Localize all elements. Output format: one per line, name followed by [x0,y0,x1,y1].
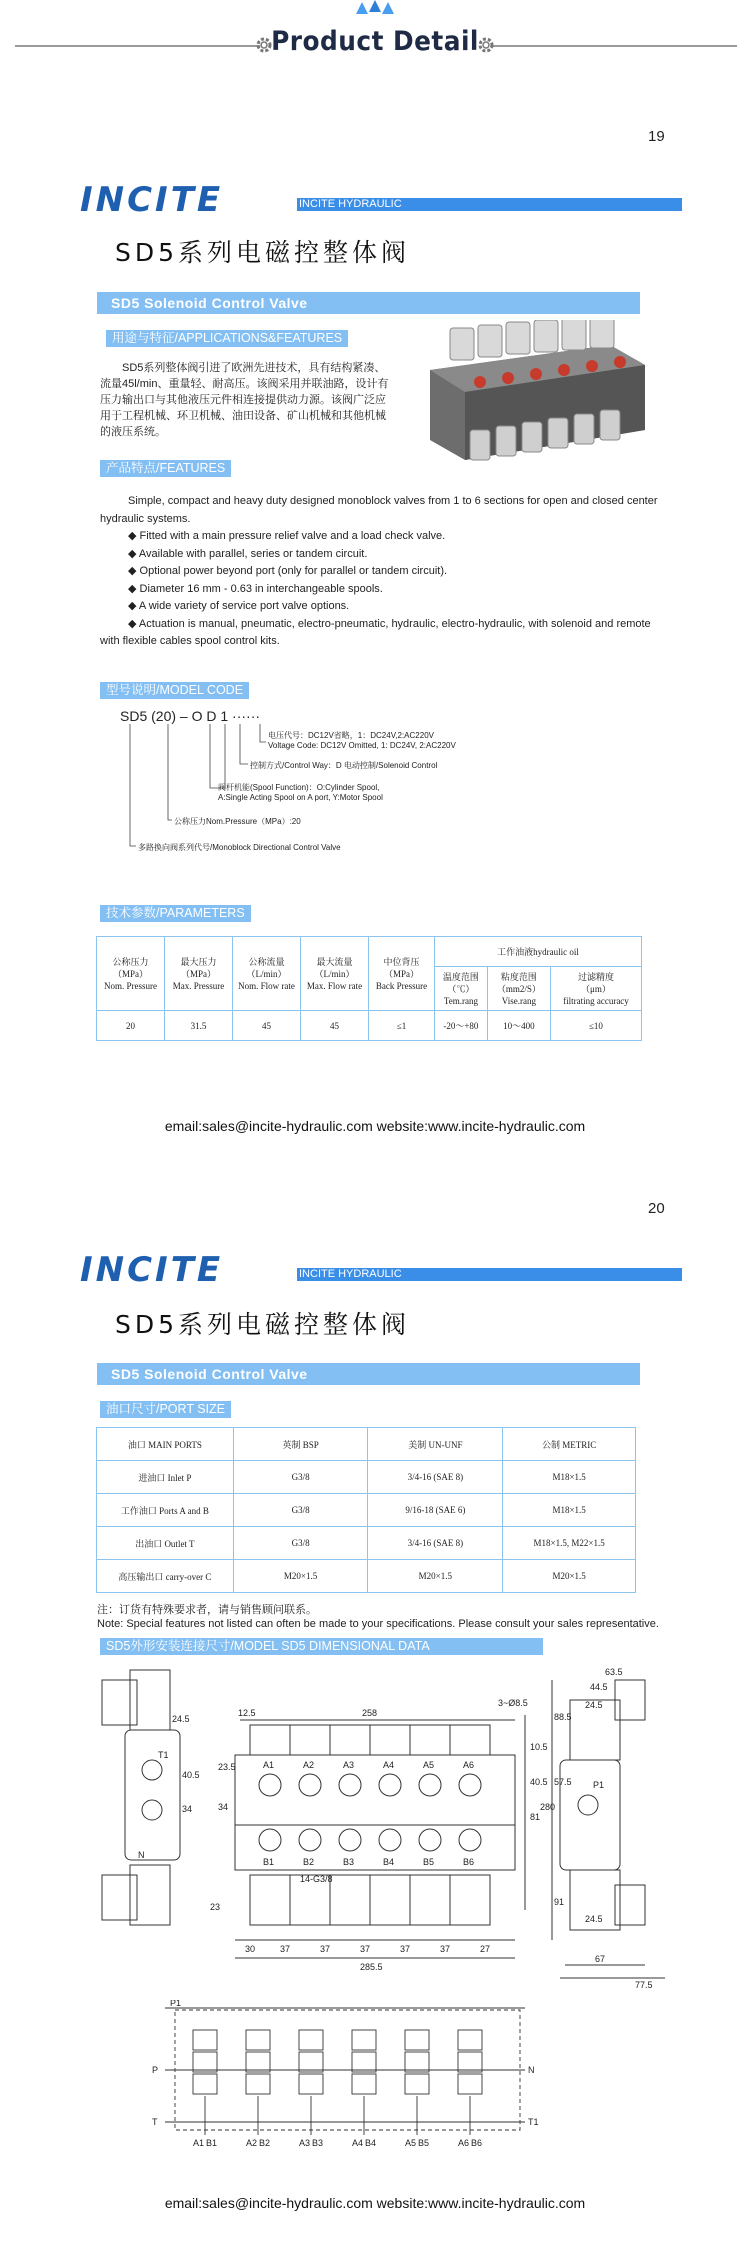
dimensional-drawing [90,1660,680,1990]
schematic-port-label: A4 [352,2138,364,2148]
port-label-a: A1 [263,1760,275,1770]
schematic-valve-cell [458,2074,482,2094]
features-list [100,493,660,651]
note-en: Note: Special features not listed can often be made to your specifications. Please consult your sales representative. [97,1618,659,1630]
bottom-solenoid [450,1875,490,1925]
schematic-valve-cell [299,2074,323,2094]
page-number: 19 [648,128,665,145]
spool-function-label-cn: 阀杆机能(Spool Function)：O:Cylinder Spool, [218,783,380,792]
dim-top-258: 258 [362,1708,378,1718]
schematic-port-label: B2 [259,2138,271,2148]
dim-side-67: 67 [595,1954,606,1964]
spool-function-label-en: A:Single Acting Spool on A port, Y:Motor Spool [218,793,383,802]
model-code-diagram [120,708,520,858]
port-label-a: A6 [463,1760,475,1770]
schematic-t: T [152,2117,158,2127]
dim-side-63-5: 63.5 [605,1667,623,1677]
schematic-valve-cell [246,2074,270,2094]
pressure-label: 公称压力Nom.Pressure（MPa）:20 [174,817,301,826]
schematic-valve-cell [246,2052,270,2072]
applications-text-cn: SD5系列整体阀引进了欧洲先进技术，具有结构紧凑、流量45l/min、重量轻、耐高压。该阀采用并联油路，设计有压力输出口与其他液压元件相连接提供动力源。该阀广泛应用于工程机械、环卫机械、油田设备、矿山机械和其他机械的液压系统。 [100,362,389,438]
port-label-a: A2 [303,1760,315,1770]
port-label-a: A3 [343,1760,355,1770]
bottom-dim: 30 [245,1944,256,1954]
port-label-b: B5 [423,1857,435,1867]
dim-left-34: 34 [182,1804,193,1814]
schematic-valve-cell [193,2074,217,2094]
footer-contact: email:sales@incite-hydraulic.com website:www.incite-hydraulic.com [164,2195,586,2211]
schematic-n: N [528,2065,535,2075]
schematic-port-label: B4 [365,2138,377,2148]
dim-right-280: 280 [540,1802,556,1812]
dim-side-77-5: 77.5 [635,1980,653,1990]
port-header: 油口 MAIN PORTS [97,1428,234,1461]
top-solenoid [330,1725,370,1755]
dim-left-40-5: 40.5 [182,1770,200,1780]
model-code-tag: 型号说明/MODEL CODE [100,682,249,699]
port-header: 英制 BSP [233,1428,368,1461]
top-solenoid [410,1725,450,1755]
schematic-valve-cell [458,2030,482,2050]
port-circle [259,1829,281,1851]
label-left-t1: T1 [158,1750,169,1760]
schematic-port-label: B6 [471,2138,483,2148]
port-label-b: B4 [383,1857,395,1867]
dim-hole: 14-G3/8 [300,1874,333,1884]
schematic-port-label: B5 [418,2138,430,2148]
param-header: 最大流量 （L/min） Max. Flow rate [301,937,369,1011]
port-circle [299,1774,321,1796]
brand-bar: INCITE HYDRAULIC [297,198,682,211]
voltage-label-en: Voltage Code: DC12V Omitted, 1: DC24V, 2:AC220V [268,741,456,750]
product-title-cn: SD5系列电磁控整体阀 [115,1310,411,1339]
dim-left-24-5: 24.5 [172,1714,190,1724]
top-solenoid [450,1725,490,1755]
schematic-valve-cell [405,2030,429,2050]
section-band: SD5 Solenoid Control Valve [97,292,640,314]
schematic-valve-cell [352,2074,376,2094]
port-circle [339,1774,361,1796]
bottom-dim: 37 [280,1944,291,1954]
dim-23: 23 [210,1902,221,1912]
dim-top-12-5: 12.5 [238,1708,256,1718]
port-circle [259,1774,281,1796]
label-side-p1: P1 [593,1780,605,1790]
monoblock-label: 多路换向阀系列代号/Monoblock Directional Control Valve [138,843,341,852]
feature-item: ◆ Fitted with a main pressure relief valve and a load check valve. [128,530,446,542]
dim-right-57-5: 57.5 [554,1777,572,1787]
header-title: Product Detail [271,26,479,57]
applications-tag: 用途与特征/APPLICATIONS&FEATURES [106,330,348,347]
parameters-table [96,936,642,1041]
dim-right-91: 91 [554,1897,565,1907]
param-header: 公称压力 （MPa） Nom. Pressure [97,937,165,1011]
oil-sub-header: 粘度范围 （mm2/S） Vise.rang [487,967,550,1011]
oil-header: 工作油液hydraulic oil [435,937,642,967]
schematic-port-label: A6 [458,2138,470,2148]
bottom-solenoid [370,1875,410,1925]
bottom-solenoid [410,1875,450,1925]
param-header: 中位背压 （MPa） Back Pressure [369,937,435,1011]
dimensional-data-tag: SD5外形安装连接尺寸/MODEL SD5 DIMENSIONAL DATA [100,1638,543,1655]
port-label-a: A5 [423,1760,435,1770]
port-circle [459,1774,481,1796]
schematic-port-label: B3 [312,2138,324,2148]
footer-contact: email:sales@incite-hydraulic.com website:www.incite-hydraulic.com [164,1118,586,1134]
param-value: ≤10 [550,1011,641,1041]
schematic-p1: P1 [170,2000,182,2008]
top-solenoid [370,1725,410,1755]
port-size-tag: 油口尺寸/PORT SIZE [100,1401,231,1418]
param-value: -20～+80 [435,1011,488,1041]
schematic-valve-cell [193,2030,217,2050]
hydraulic-schematic [150,2000,540,2150]
label-left-n: N [138,1850,145,1860]
page-number: 20 [648,1200,665,1217]
brand-logo: INCITE [80,1250,224,1290]
dim-right-40-5: 40.5 [530,1777,548,1787]
port-circle [459,1829,481,1851]
schematic-valve-cell [299,2030,323,2050]
feature-item: ◆ Actuation is manual, pneumatic, electro-pneumatic, hydraulic, electro-hydraulic, with solenoid and remote with flexible cables spool control kits. [100,617,651,647]
features-intro: Simple, compact and heavy duty designed monoblock valves from 1 to 6 sections for open and closed center hydraulic systems. [100,495,658,525]
dim-hole2: 3~Ø8.5 [498,1698,528,1708]
schematic-port-label: A3 [299,2138,311,2148]
feature-item: ◆ Optional power beyond port (only for parallel or tandem circuit). [128,565,448,577]
table-row: 出油口 Outlet T G3/8 3/4-16 (SAE 8) M18×1.5, M22×1.5 [97,1527,636,1560]
top-solenoid [290,1725,330,1755]
dim-right-88-5: 88.5 [554,1712,572,1722]
dim-left-34b: 34 [218,1802,229,1812]
port-header: 公制 METRIC [503,1428,636,1461]
features-tag: 产品特点/FEATURES [100,460,231,477]
brand-logo: INCITE [80,180,224,220]
port-label-b: B6 [463,1857,475,1867]
param-header: 公称流量 （L/min） Nom. Flow rate [233,937,301,1011]
valve-product-image [410,320,660,470]
feature-item: ◆ A wide variety of service port valve options. [128,600,350,612]
port-header: 美制 UN-UNF [368,1428,503,1461]
bottom-dim: 37 [440,1944,451,1954]
schematic-valve-cell [246,2030,270,2050]
param-value: 45 [301,1011,369,1041]
header [0,0,750,70]
port-circle [419,1829,441,1851]
bottom-dim: 37 [320,1944,331,1954]
bottom-solenoid [330,1875,370,1925]
schematic-valve-cell [405,2074,429,2094]
port-circle [419,1774,441,1796]
param-value: 45 [233,1011,301,1041]
dim-side-24-5b: 24.5 [585,1914,603,1924]
schematic-valve-cell [299,2052,323,2072]
table-row: 高压输出口 carry-over C M20×1.5 M20×1.5 M20×1.5 [97,1560,636,1593]
schematic-p: P [152,2065,159,2075]
schematic-valve-cell [405,2052,429,2072]
model-code-text: SD5 (20) – O D 1 ······ [120,708,261,724]
schematic-valve-cell [193,2052,217,2072]
feature-item: ◆ Diameter 16 mm - 0.63 in interchangeable spools. [128,582,383,595]
feature-item: ◆ Available with parallel, series or tandem circuit. [128,547,368,560]
schematic-port-label: A1 [193,2138,205,2148]
dim-right-81: 81 [530,1812,541,1822]
param-value: ≤1 [369,1011,435,1041]
bottom-dim: 27 [480,1944,491,1954]
schematic-t1: T1 [528,2117,539,2127]
control-way-label: 控制方式/Control Way：D 电动控制/Solenoid Control [250,761,438,770]
dim-side-44-5: 44.5 [590,1682,608,1692]
param-value: 20 [97,1011,165,1041]
dim-left-23-5: 23.5 [218,1762,236,1772]
param-value: 31.5 [165,1011,233,1041]
port-circle [299,1829,321,1851]
bottom-dim: 37 [400,1944,411,1954]
port-label-b: B2 [303,1857,315,1867]
table-row: 工作油口 Ports A and B G3/8 9/16-18 (SAE 6) M18×1.5 [97,1494,636,1527]
schematic-port-label: A5 [405,2138,417,2148]
port-circle [339,1829,361,1851]
port-circle [379,1774,401,1796]
bottom-solenoid [250,1875,290,1925]
product-title-cn: SD5系列电磁控整体阀 [115,238,411,267]
brand-bar: INCITE HYDRAULIC [297,1268,682,1281]
parameters-tag: 技术参数/PARAMETERS [100,905,251,922]
oil-sub-header: 过滤精度 （μm） filtrating accuracy [550,967,641,1011]
schematic-port-label: A2 [246,2138,258,2148]
schematic-valve-cell [352,2030,376,2050]
dim-right-10-5: 10.5 [530,1742,548,1752]
param-header: 最大压力 （MPa） Max. Pressure [165,937,233,1011]
voltage-label-cn: 电压代号：DC12V省略，1：DC24V,2:AC220V [268,731,434,740]
schematic-port-label: B1 [206,2138,218,2148]
top-solenoid [250,1725,290,1755]
section-band: SD5 Solenoid Control Valve [97,1363,640,1385]
port-size-table [96,1427,636,1593]
table-row: 进油口 Inlet P G3/8 3/4-16 (SAE 8) M18×1.5 [97,1461,636,1494]
port-label-b: B1 [263,1857,275,1867]
dim-side-24-5: 24.5 [585,1700,603,1710]
oil-sub-header: 温度范围 （℃） Tem.rang [435,967,488,1011]
schematic-valve-cell [352,2052,376,2072]
note-cn: 注：订货有特殊要求者，请与销售顾问联系。 [97,1604,317,1616]
port-label-a: A4 [383,1760,395,1770]
param-value: 10～400 [487,1011,550,1041]
dim-total-285-5: 285.5 [360,1962,383,1972]
triangle-logo-icon [350,0,400,22]
port-label-b: B3 [343,1857,355,1867]
port-circle [379,1829,401,1851]
bottom-dim: 37 [360,1944,371,1954]
schematic-valve-cell [458,2052,482,2072]
